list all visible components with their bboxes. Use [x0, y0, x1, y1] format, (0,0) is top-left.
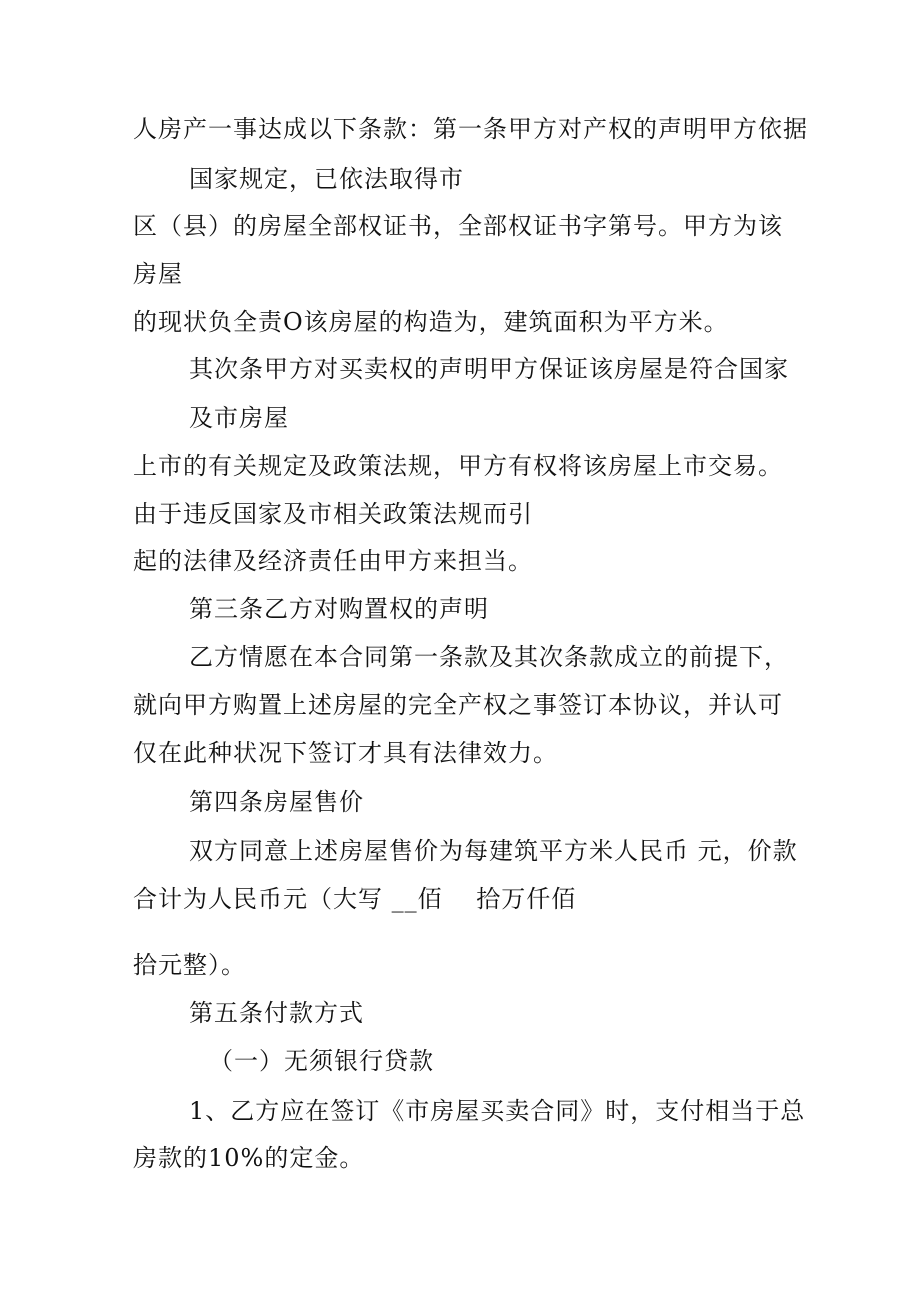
text-line: 仅在此种状况下签订才具有法律效力。 — [133, 739, 558, 767]
text-line: 就向甲方购置上述房屋的完全产权之事签订本协议，并认可 — [133, 691, 783, 719]
text-line: 上市的有关规定及政策法规，甲方有权将该房屋上市交易。 — [133, 452, 783, 480]
text-line: 房款的10%的定金。 — [133, 1144, 365, 1172]
text-line: 由于违反国家及市相关政策法规而引 — [133, 500, 533, 528]
text-line: 拾元整）。 — [133, 951, 246, 979]
text-line: 双方同意上述房屋售价为每建筑平方米人民币 元，价款 — [189, 837, 798, 865]
text-line: 人房产一事达成以下条款：第一条甲方对产权的声明甲方依据 — [133, 115, 808, 143]
text-line: 及市房屋 — [189, 404, 289, 432]
text-line: 其次条甲方对买卖权的声明甲方保证该房屋是符合国家 — [189, 355, 789, 383]
text-line: 国家规定，已依法取得市 — [189, 165, 464, 193]
subsection-heading: （一）无须银行贷款 — [209, 1047, 434, 1075]
text-line: 起的法律及经济责任由甲方来担当。 — [133, 547, 533, 575]
section-heading: 第四条房屋售价 — [189, 788, 364, 816]
section-heading: 第三条乙方对购置权的声明 — [189, 595, 489, 623]
text-line: 的现状负全责O该房屋的构造为，建筑面积为平方米。 — [133, 308, 729, 336]
text-line: 1、乙方应在签订《市房屋买卖合同》时，支付相当于总 — [189, 1097, 806, 1125]
text-line: 房屋 — [133, 260, 183, 288]
text-line: 区（县）的房屋全部权证书，全部权证书字第号。甲方为该 — [133, 212, 783, 240]
text-line: 乙方情愿在本合同第一条款及其次条款成立的前提下， — [189, 643, 789, 671]
section-heading: 第五条付款方式 — [189, 999, 364, 1027]
text-line: 合计为人民币元（大写 __佰 拾万仟佰 — [133, 885, 577, 913]
